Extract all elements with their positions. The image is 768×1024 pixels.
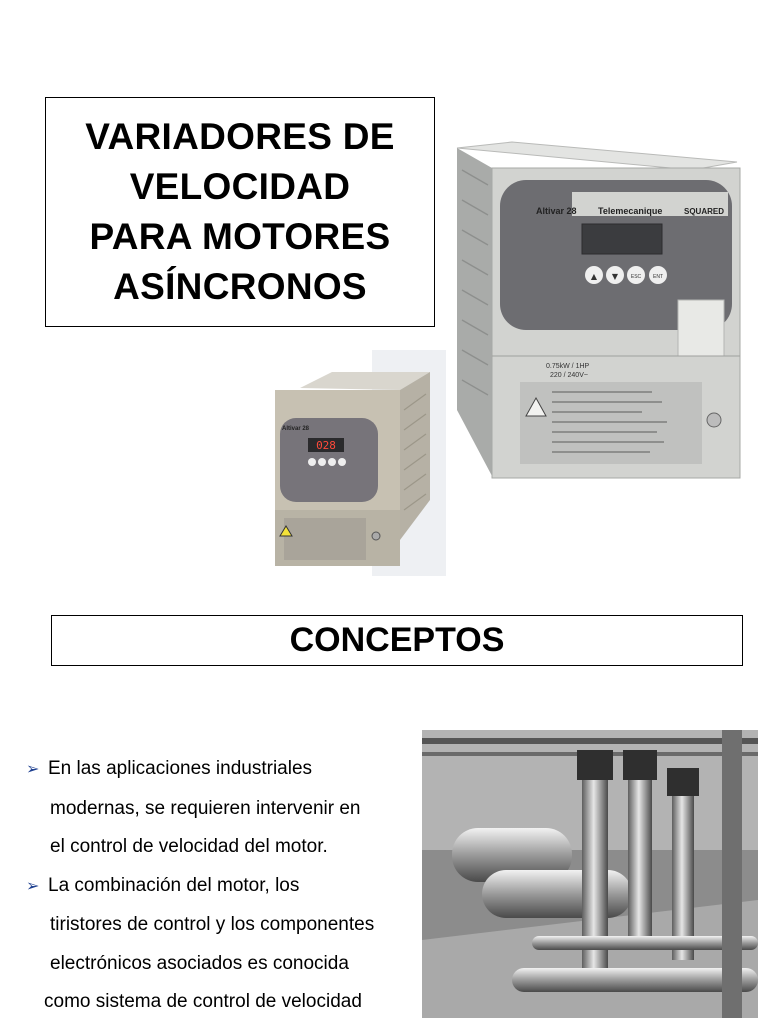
bullet-list	[26, 750, 421, 1022]
title-line-4: ASÍNCRONOS	[113, 266, 367, 307]
bullet-2-line-1: ➢ La combinación del motor, los	[26, 867, 421, 907]
drive-rating-2: 220 / 240V~	[550, 372, 588, 379]
drive-large-image	[452, 140, 742, 480]
drive-down-button: ▼	[611, 272, 619, 281]
drive-up-button: ▲	[590, 272, 598, 281]
drive-small-display: 028	[316, 439, 336, 452]
bullet-1-line-1: ➢ En las aplicaciones industriales	[26, 750, 421, 790]
bullet-2-line-4: como sistema de control de velocidad	[44, 991, 362, 1012]
drive-small-image	[272, 350, 446, 576]
drive-large-brand: Altivar 28	[536, 206, 577, 216]
drive-ent-button: ENT	[653, 274, 663, 280]
title-line-2: VELOCIDAD	[129, 166, 351, 207]
title-box	[45, 97, 435, 327]
bullet-1-line-2: modernas, se requieren intervenir en	[50, 797, 361, 819]
title-line-3: PARA MOTORES	[89, 216, 391, 257]
arrow-bullet-icon: ➢	[26, 877, 40, 895]
drive-large-maker: Telemecanique	[598, 206, 663, 216]
bullet-2-line-2: tiristores de control y los componentes	[50, 914, 375, 935]
bullet-1-line-3: el control de velocidad del motor.	[50, 836, 328, 857]
drive-large-maker2: SQUARED	[684, 207, 725, 216]
title-line-1: VARIADORES DE	[85, 116, 395, 157]
drive-rating-1: 0.75kW / 1HP	[546, 363, 590, 370]
bullet-2-line-3: electrónicos asociados es conocida	[50, 952, 349, 974]
concepts-heading-box	[51, 615, 743, 666]
arrow-bullet-icon: ➢	[26, 761, 40, 778]
drive-esc-button: ESC	[630, 274, 642, 280]
concepts-heading: CONCEPTOS	[289, 621, 505, 659]
drive-small-brand: Altivar 28	[282, 426, 310, 432]
industrial-pumps-photo	[422, 730, 758, 1018]
